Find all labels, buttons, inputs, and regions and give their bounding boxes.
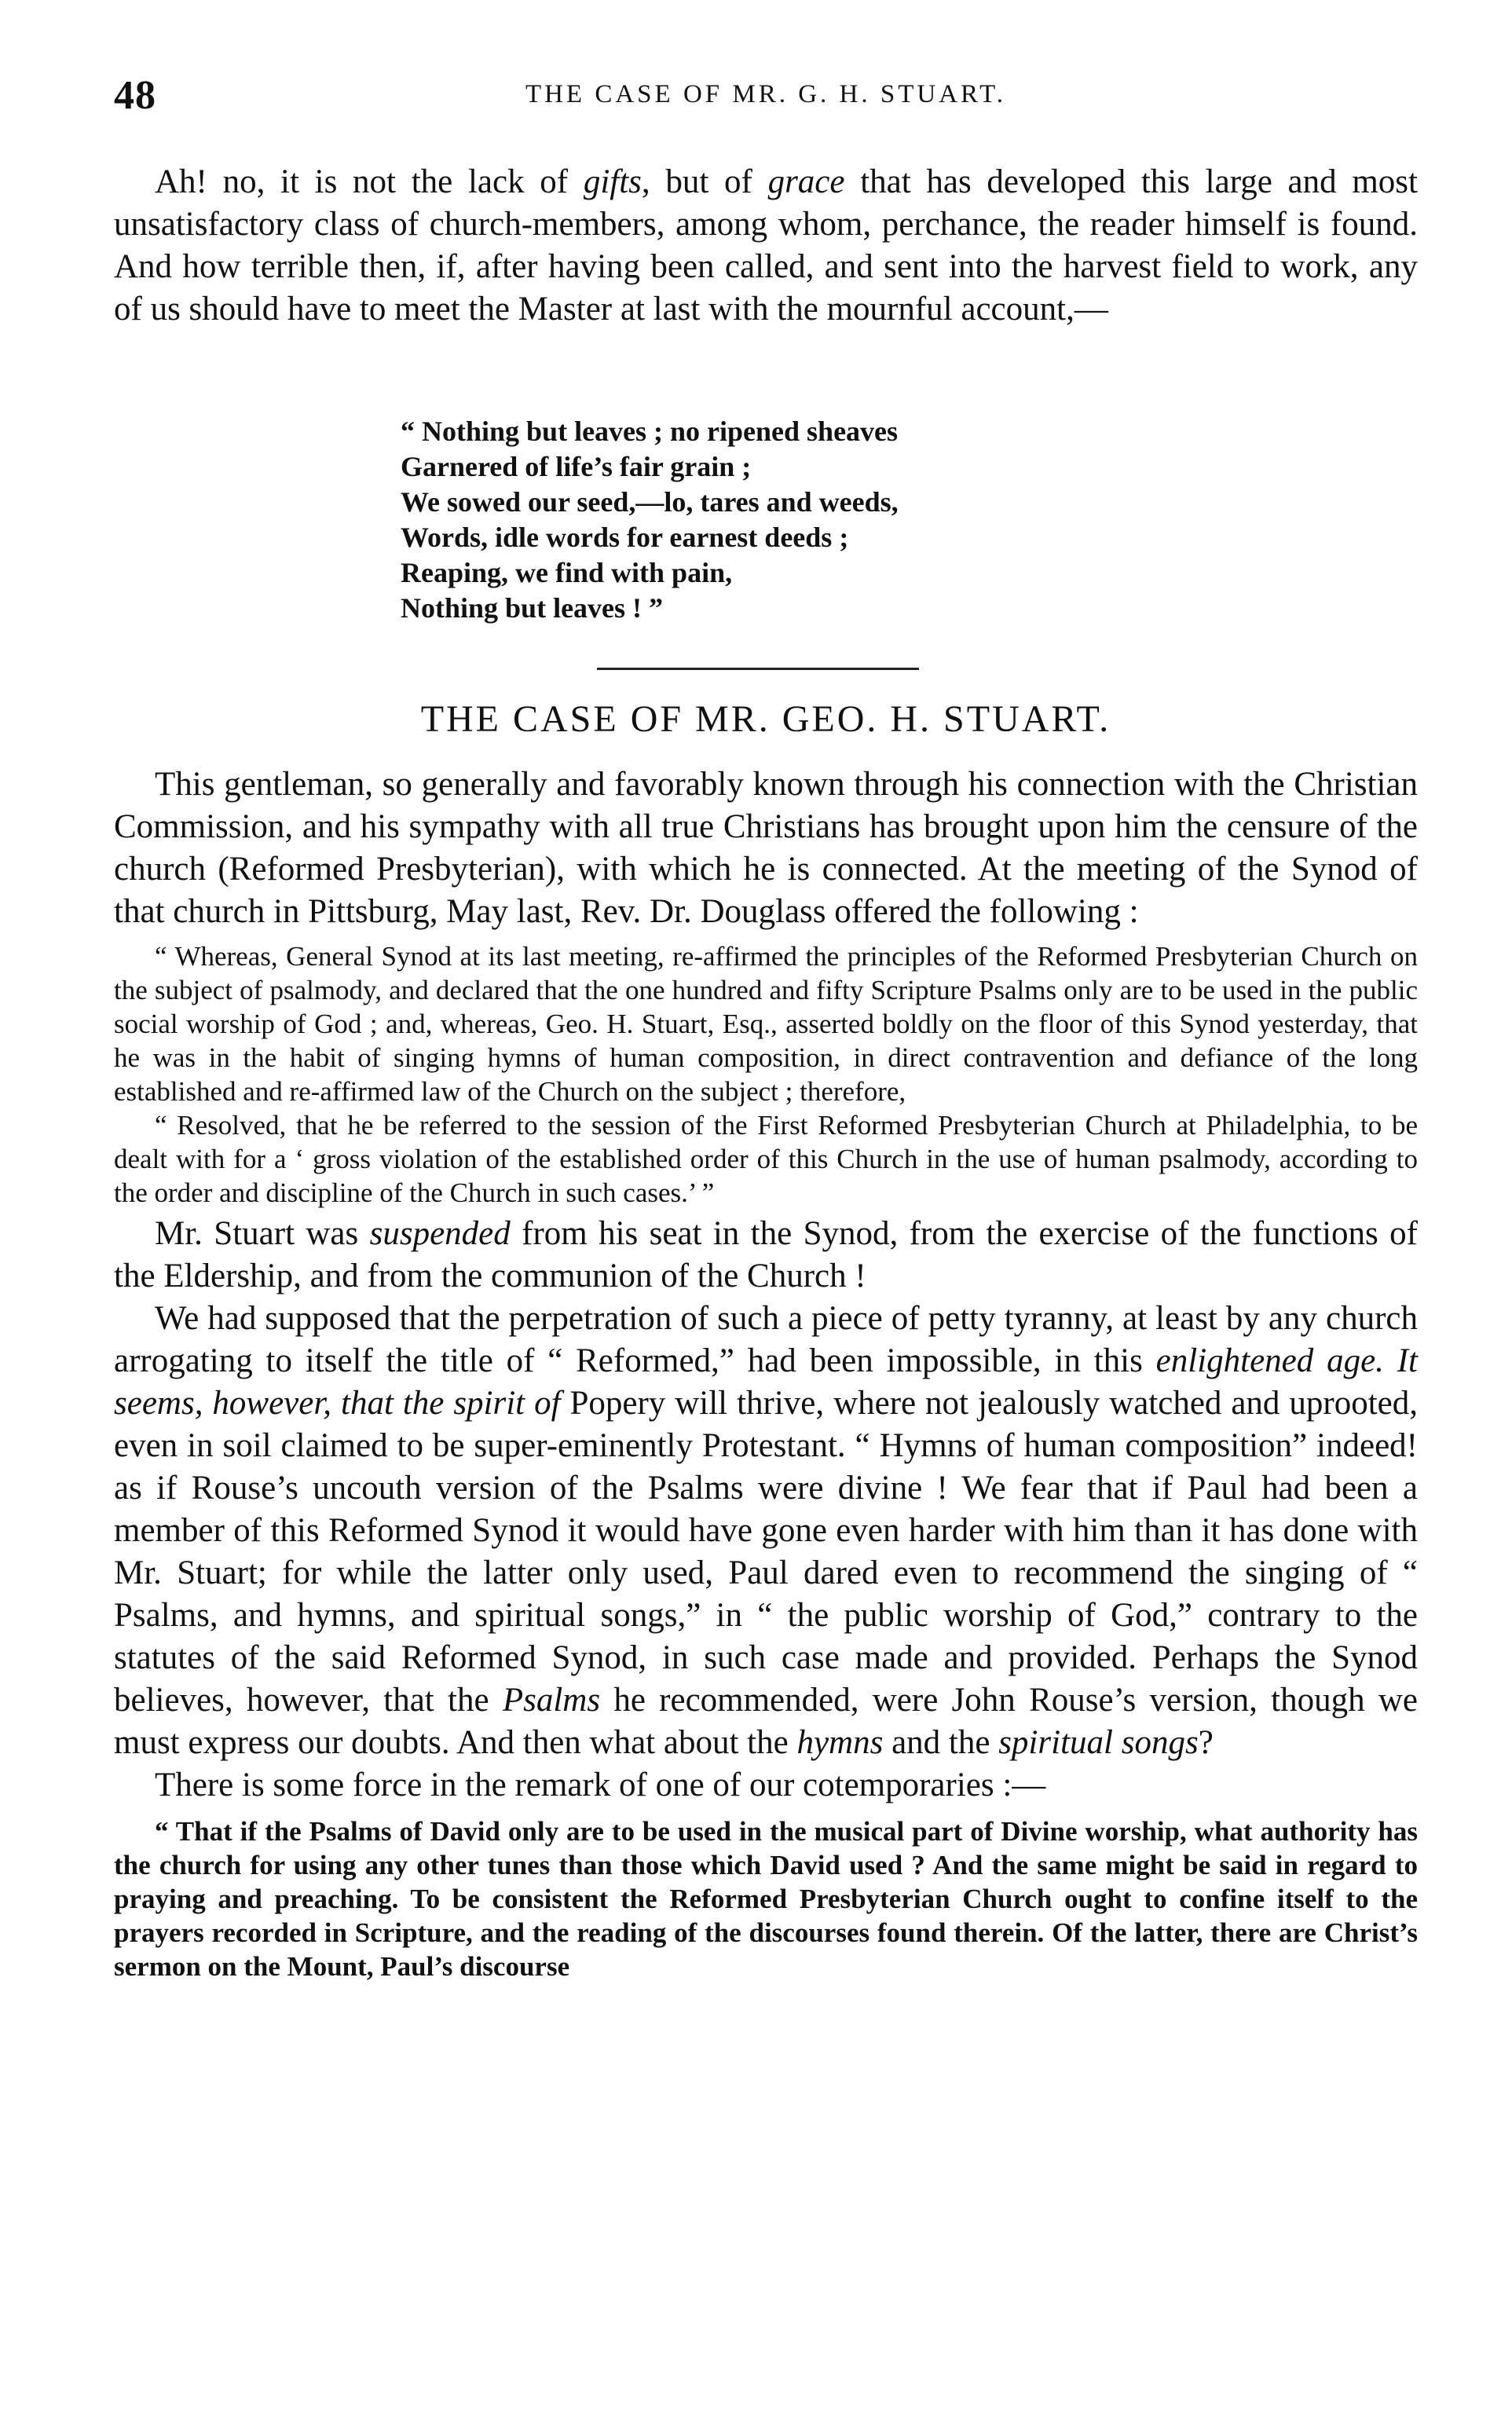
intro-text-3: that has developed this large and most unsatisfactory class of church-members, among whom, perchance, the reader himself is found. And how terrible then, if, after having been called, and sent into the harvest field to work, any of us should have to meet the Master at last with the mournful account,—: [114, 163, 1418, 328]
para2-text-1: Mr. Stuart was: [155, 1215, 370, 1252]
intro-paragraph-block: [114, 161, 1418, 331]
section-title: THE CASE OF MR. GEO. H. STUART.: [420, 698, 1111, 740]
para3-text-2: Popery will thrive, where not jealously watched and uprooted, even in soil claimed to be super-eminently Protestant. “ Hymns of human composition” indeed! as if Rouse’s uncouth version of the Psalms were divine ! We fear that if Paul had been a member of this Reformed Synod it would have gone even harder with him than it has done with Mr. Stuart; for while the latter only used, Paul dared even to recommend the singing of “ Psalms, and hymns, and spiritual songs,” in “ the public worship of God,” contrary to the statutes of the said Reformed Synod, in such case made and provided. Perhaps the Synod believes, however, that the: [114, 1385, 1418, 1719]
poem: [401, 414, 1265, 626]
para3-text-1: We had supposed that the perpetration of such a piece of petty tyranny, at least by any church arrogating to itself the title of “ Reformed,” had been impossible, in this: [114, 1300, 1418, 1379]
intro-italic-gifts: gifts: [583, 163, 642, 200]
poem-line: Reaping, we find with pain,: [401, 557, 733, 588]
running-title: THE CASE OF MR. G. H. STUART.: [525, 80, 1007, 108]
quoted-resolution-resolved: “ Resolved, that he be referred to the session of the First Reformed Presbyterian Church at Philadelphia, to be dealt with for a ‘ gross violation of the established order of this Church in the use of human psalmody, according to the order and discipline of the Church in such cases.’ ”: [114, 1110, 1418, 1208]
poem-line: Words, idle words for earnest deeds ;: [401, 522, 849, 553]
paragraph-3: [114, 1298, 1418, 1764]
para2-italic-suspended: suspended: [369, 1215, 511, 1252]
poem-line: “ Nothing but leaves ; no ripened sheaves: [401, 416, 899, 447]
para2-text-2: from his seat in the Synod, from the exercise of the functions of the Eldership, and from the communion of the Church !: [114, 1215, 1418, 1294]
running-head: [114, 72, 1418, 135]
para3-italic-1: enlightened age. It seems, however, that the spirit of: [114, 1342, 1418, 1422]
quoted-resolution-whereas: “ Whereas, General Synod at its last meeting, re-affirmed the principles of the Reformed Presbyterian Church on the subject of psalmody, and declared that the one hundred and fifty Scripture Psalms only are to be used in the public social worship of God ; and, whereas, Geo. H. Stuart, Esq., asserted boldly on the floor of this Synod yesterday, that he was in the habit of singing hymns of human composition, in direct contravention and defiance of the long established and re-affirmed law of the Church on the subject ; therefore,: [114, 941, 1418, 1107]
poem-line: Garnered of life’s fair grain ;: [401, 451, 752, 482]
intro-text-2: , but of: [641, 163, 768, 200]
para3-text-4: and the: [883, 1724, 999, 1761]
para3-italic-hymns: hymns: [796, 1724, 884, 1761]
page-number: 48: [114, 73, 156, 118]
intro-text-1: Ah! no, it is not the lack of: [155, 163, 584, 200]
paragraph-4: There is some force in the remark of one of our cotemporaries :—: [155, 1767, 1046, 1803]
article-body: [114, 763, 1418, 1983]
intro-paragraph: [114, 161, 1418, 331]
intro-italic-grace: grace: [767, 163, 845, 200]
section-divider: [597, 668, 919, 670]
para3-text-5: ?: [1198, 1724, 1214, 1761]
poem-line: We sowed our seed,—lo, tares and weeds,: [401, 486, 899, 518]
para3-italic-psalms: Psalms: [502, 1682, 601, 1719]
quoted-cotemporary: “ That if the Psalms of David only are to be used in the musical part of Divine worship, what authority has the church for using any other tunes than those which David used ? And the same might be said in regard to praying and preaching. To be consistent the Reformed Presbyterian Church ought to confine itself to the prayers recorded in Scripture, and the reading of the discourses found therein. Of the latter, there are Christ’s sermon on the Mount, Paul’s discourse: [114, 1816, 1418, 1982]
para3-italic-spiritual-songs: spiritual songs: [998, 1724, 1199, 1761]
paragraph-2: [114, 1213, 1418, 1298]
para3-text-3: he recommended, were John Rouse’s version, though we must express our doubts. And then what about the: [114, 1682, 1418, 1761]
paragraph-1: This gentleman, so generally and favorably known through his connection with the Christian Commission, and his sympathy with all true Christians has brought upon him the censure of the church (Reformed Presbyterian), with which he is connected. At the meeting of the Synod of that church in Pittsburg, May last, Rev. Dr. Douglass offered the following :: [114, 766, 1418, 930]
poem-line: Nothing but leaves ! ”: [401, 592, 664, 624]
